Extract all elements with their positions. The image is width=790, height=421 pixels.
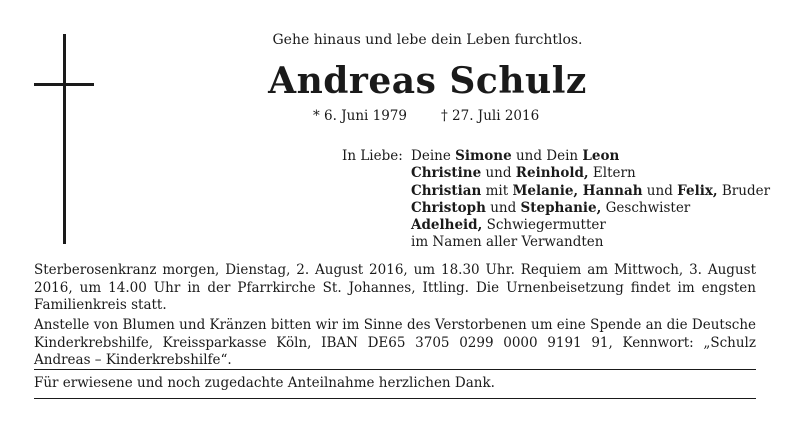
- in-liebe-label: In Liebe:: [342, 148, 403, 164]
- thanks-line: Für erwiesene und noch zugedachte Anteilnahme herzlichen Dank.: [34, 375, 495, 391]
- family-line-5: Adelheid, Schwiegermutter: [411, 217, 606, 234]
- divider-bottom: [34, 398, 756, 399]
- service-details-paragraph: Sterberosenkranz morgen, Dienstag, 2. August 2016, um 18.30 Uhr. Requiem am Mittwoch, 3. August 2016, um 14.00 Uhr in der Pfarrkirche St. Johannes, Ittling. Die Urnenbeisetzung findet im engsten Familienkreis statt.: [34, 262, 756, 313]
- family-line-4: Christoph und Stephanie, Geschwister: [411, 199, 691, 216]
- deceased-name: Andreas Schulz: [268, 60, 587, 102]
- motto: Gehe hinaus und lebe dein Leben furchtlos.: [272, 32, 583, 48]
- family-line-2: Christine und Reinhold, Eltern: [411, 165, 636, 182]
- birth-date: * 6. Juni 1979: [313, 108, 407, 124]
- family-list: [411, 148, 770, 252]
- family-line-6: im Namen aller Verwandten: [411, 234, 604, 251]
- divider-top: [34, 369, 756, 370]
- family-line-3: Christian mit Melanie, Hannah und Felix, Bruder: [411, 182, 771, 199]
- death-date: † 27. Juli 2016: [441, 108, 540, 124]
- family-line-1: Deine Simone und Dein Leon: [411, 148, 620, 164]
- donation-paragraph: Anstelle von Blumen und Kränzen bitten wir im Sinne des Verstorbenen um eine Spende an die Deutsche Kinderkrebshilfe, Kreissparkasse Köln, IBAN DE65 3705 0299 0000 9191 91, Kennwort: „Schulz Andreas – Kinderkrebshilfe“.: [34, 317, 756, 368]
